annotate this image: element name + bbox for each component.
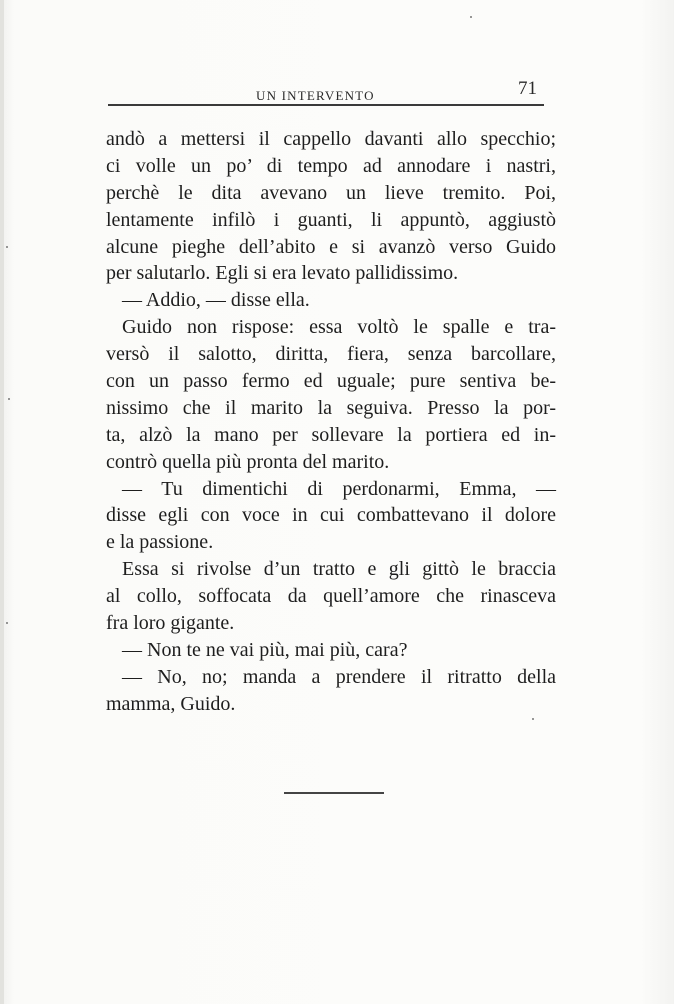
body-text bbox=[106, 126, 556, 718]
text-line: per salutarlo. Egli si era levato pallidissimo. bbox=[106, 262, 459, 285]
text-line: andò a mettersi il cappello davanti allo specchio; bbox=[106, 128, 556, 150]
text-line: contrò quella più pronta del marito. bbox=[106, 450, 390, 473]
text-line: mamma, Guido. bbox=[106, 692, 236, 715]
paper-speck bbox=[6, 246, 8, 248]
text-line: alcune pieghe dell’abito e si avanzò verso Guido bbox=[106, 235, 556, 258]
text-line: — Tu dimentichi di perdonarmi, Emma, — bbox=[122, 477, 556, 500]
page-number: 71 bbox=[518, 78, 537, 99]
text-line: nissimo che il marito la seguiva. Presso la por- bbox=[106, 396, 556, 419]
text-line: ci volle un po’ di tempo ad annodare i nastri, bbox=[106, 154, 556, 177]
text-line: — Non te ne vai più, mai più, cara? bbox=[122, 638, 408, 661]
text-line: disse egli con voce in cui combattevano il dolore bbox=[106, 504, 556, 527]
text-line: Essa si rivolse d’un tratto e gli gittò le braccia bbox=[122, 558, 556, 581]
text-line: versò il salotto, diritta, fiera, senza barcollare, bbox=[106, 343, 556, 366]
running-head-title: UN INTERVENTO bbox=[256, 88, 375, 103]
text-line: e la passione. bbox=[106, 531, 214, 554]
header-rule bbox=[108, 104, 544, 106]
paper-speck bbox=[532, 718, 534, 720]
text-line: con un passo fermo ed uguale; pure sentiva be- bbox=[106, 370, 556, 393]
text-line: fra loro gigante. bbox=[106, 612, 235, 635]
text-line: — No, no; manda a prendere il ritratto della bbox=[122, 665, 556, 688]
text-line: ta, alzò la mano per sollevare la portiera ed in- bbox=[106, 423, 556, 446]
text-line: — Addio, — disse ella. bbox=[122, 289, 310, 312]
text-line: al collo, soffocata da quell’amore che rinasceva bbox=[106, 585, 556, 608]
paper-speck bbox=[8, 398, 10, 400]
paper-speck bbox=[470, 16, 472, 18]
text-line: Guido non rispose: essa voltò le spalle e tra- bbox=[122, 316, 556, 339]
text-line: lentamente infilò i guanti, li appuntò, aggiustò bbox=[106, 208, 556, 231]
running-head bbox=[108, 78, 548, 106]
chapter-end-rule bbox=[284, 792, 384, 794]
page-gutter-edge bbox=[0, 0, 4, 1004]
text-line: perchè le dita avevano un lieve tremito. Poi, bbox=[106, 181, 556, 204]
paper-speck bbox=[6, 622, 8, 624]
